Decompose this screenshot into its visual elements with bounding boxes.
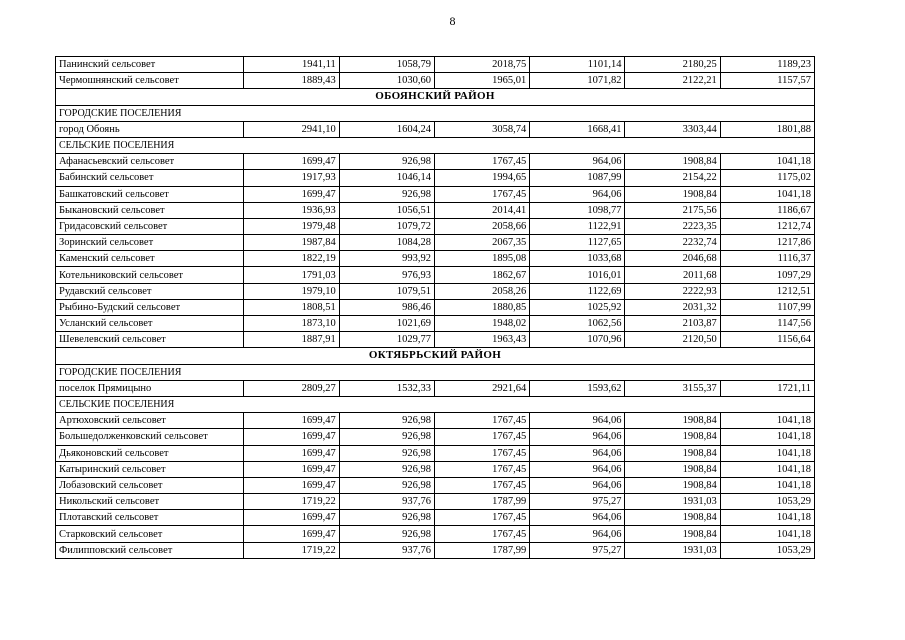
value-cell: 1767,45 xyxy=(434,526,529,542)
value-cell: 1699,47 xyxy=(244,445,339,461)
value-cell: 975,27 xyxy=(530,494,625,510)
value-cell: 1965,01 xyxy=(434,73,529,89)
value-cell: 1021,69 xyxy=(339,316,434,332)
value-cell: 1699,47 xyxy=(244,429,339,445)
value-cell: 926,98 xyxy=(339,186,434,202)
settlement-name: Бабинский сельсовет xyxy=(56,170,244,186)
value-cell: 1721,11 xyxy=(720,380,814,396)
settlement-name: Каменский сельсовет xyxy=(56,251,244,267)
value-cell: 2058,66 xyxy=(434,218,529,234)
value-cell: 2921,64 xyxy=(434,380,529,396)
value-cell: 1079,51 xyxy=(339,283,434,299)
settlement-name: Гридасовский сельсовет xyxy=(56,218,244,234)
value-cell: 2175,56 xyxy=(625,202,720,218)
value-cell: 1122,69 xyxy=(530,283,625,299)
value-cell: 1217,86 xyxy=(720,235,814,251)
table-row xyxy=(56,154,815,170)
value-cell: 1101,14 xyxy=(530,57,625,73)
value-cell: 1107,99 xyxy=(720,299,814,315)
value-cell: 3058,74 xyxy=(434,121,529,137)
settlement-name: Дьяконовский сельсовет xyxy=(56,445,244,461)
table-row xyxy=(56,299,815,315)
section-header-row xyxy=(56,364,815,380)
value-cell: 1079,72 xyxy=(339,218,434,234)
value-cell: 964,06 xyxy=(530,461,625,477)
table-row xyxy=(56,57,815,73)
value-cell: 1175,02 xyxy=(720,170,814,186)
value-cell: 1041,18 xyxy=(720,429,814,445)
value-cell: 1767,45 xyxy=(434,429,529,445)
value-cell: 1157,57 xyxy=(720,73,814,89)
district-header-row xyxy=(56,89,815,105)
value-cell: 964,06 xyxy=(530,526,625,542)
value-cell: 1699,47 xyxy=(244,510,339,526)
value-cell: 1186,67 xyxy=(720,202,814,218)
value-cell: 1908,84 xyxy=(625,510,720,526)
settlement-name: Большедолженковский сельсовет xyxy=(56,429,244,445)
settlement-name: Зоринский сельсовет xyxy=(56,235,244,251)
page-number: 8 xyxy=(449,14,456,28)
value-cell: 2809,27 xyxy=(244,380,339,396)
settlement-name: Плотавский сельсовет xyxy=(56,510,244,526)
value-cell: 1979,48 xyxy=(244,218,339,234)
value-cell: 937,76 xyxy=(339,542,434,558)
settlement-name: поселок Прямицыно xyxy=(56,380,244,396)
value-cell: 1908,84 xyxy=(625,461,720,477)
tariff-table xyxy=(55,56,815,559)
value-cell: 1994,65 xyxy=(434,170,529,186)
value-cell: 1041,18 xyxy=(720,510,814,526)
value-cell: 1029,77 xyxy=(339,332,434,348)
value-cell: 1016,01 xyxy=(530,267,625,283)
value-cell: 1699,47 xyxy=(244,413,339,429)
value-cell: 964,06 xyxy=(530,429,625,445)
value-cell: 1808,51 xyxy=(244,299,339,315)
value-cell: 1699,47 xyxy=(244,461,339,477)
value-cell: 1212,74 xyxy=(720,218,814,234)
value-cell: 1931,03 xyxy=(625,542,720,558)
value-cell: 976,93 xyxy=(339,267,434,283)
table-row xyxy=(56,380,815,396)
value-cell: 1801,88 xyxy=(720,121,814,137)
value-cell: 1767,45 xyxy=(434,461,529,477)
value-cell: 964,06 xyxy=(530,186,625,202)
value-cell: 2120,50 xyxy=(625,332,720,348)
value-cell: 3303,44 xyxy=(625,121,720,137)
table-row xyxy=(56,218,815,234)
section-header-row xyxy=(56,137,815,153)
value-cell: 2122,21 xyxy=(625,73,720,89)
value-cell: 1941,11 xyxy=(244,57,339,73)
value-cell: 1041,18 xyxy=(720,186,814,202)
value-cell: 1767,45 xyxy=(434,413,529,429)
table-row xyxy=(56,283,815,299)
value-cell: 1070,96 xyxy=(530,332,625,348)
value-cell: 1212,51 xyxy=(720,283,814,299)
table-row xyxy=(56,170,815,186)
settlement-name: Артюховский сельсовет xyxy=(56,413,244,429)
value-cell: 1098,77 xyxy=(530,202,625,218)
value-cell: 2222,93 xyxy=(625,283,720,299)
settlement-name: Рыбино-Будский сельсовет xyxy=(56,299,244,315)
value-cell: 1699,47 xyxy=(244,154,339,170)
value-cell: 1908,84 xyxy=(625,526,720,542)
settlement-name: Панинский сельсовет xyxy=(56,57,244,73)
table-row xyxy=(56,267,815,283)
value-cell: 2103,87 xyxy=(625,316,720,332)
value-cell: 1908,84 xyxy=(625,186,720,202)
value-cell: 926,98 xyxy=(339,526,434,542)
value-cell: 1604,24 xyxy=(339,121,434,137)
value-cell: 1122,91 xyxy=(530,218,625,234)
value-cell: 926,98 xyxy=(339,154,434,170)
value-cell: 1889,43 xyxy=(244,73,339,89)
value-cell: 926,98 xyxy=(339,413,434,429)
value-cell: 1787,99 xyxy=(434,494,529,510)
value-cell: 1862,67 xyxy=(434,267,529,283)
value-cell: 1931,03 xyxy=(625,494,720,510)
table-row xyxy=(56,316,815,332)
value-cell: 1058,79 xyxy=(339,57,434,73)
value-cell: 1025,92 xyxy=(530,299,625,315)
settlement-name: Рудавский сельсовет xyxy=(56,283,244,299)
value-cell: 926,98 xyxy=(339,477,434,493)
table-row xyxy=(56,251,815,267)
section-header-row xyxy=(56,105,815,121)
value-cell: 1908,84 xyxy=(625,413,720,429)
settlement-name: Башкатовский сельсовет xyxy=(56,186,244,202)
value-cell: 926,98 xyxy=(339,429,434,445)
district-title: ОКТЯБРЬСКИЙ РАЙОН xyxy=(56,348,815,364)
table-row xyxy=(56,332,815,348)
value-cell: 2223,35 xyxy=(625,218,720,234)
value-cell: 1936,93 xyxy=(244,202,339,218)
value-cell: 1041,18 xyxy=(720,477,814,493)
value-cell: 2014,41 xyxy=(434,202,529,218)
value-cell: 926,98 xyxy=(339,510,434,526)
value-cell: 1767,45 xyxy=(434,477,529,493)
section-header-row xyxy=(56,396,815,412)
table-row xyxy=(56,121,815,137)
value-cell: 1887,91 xyxy=(244,332,339,348)
table-row xyxy=(56,510,815,526)
settlement-name: город Обоянь xyxy=(56,121,244,137)
table-row xyxy=(56,202,815,218)
section-title: СЕЛЬСКИЕ ПОСЕЛЕНИЯ xyxy=(56,396,815,412)
settlement-name: Усланский сельсовет xyxy=(56,316,244,332)
value-cell: 1056,51 xyxy=(339,202,434,218)
value-cell: 1071,82 xyxy=(530,73,625,89)
value-cell: 1719,22 xyxy=(244,542,339,558)
section-title: ГОРОДСКИЕ ПОСЕЛЕНИЯ xyxy=(56,364,815,380)
value-cell: 1041,18 xyxy=(720,461,814,477)
value-cell: 1593,62 xyxy=(530,380,625,396)
value-cell: 2018,75 xyxy=(434,57,529,73)
value-cell: 1033,68 xyxy=(530,251,625,267)
settlement-name: Старковский сельсовет xyxy=(56,526,244,542)
value-cell: 964,06 xyxy=(530,510,625,526)
table-row xyxy=(56,477,815,493)
value-cell: 1767,45 xyxy=(434,186,529,202)
value-cell: 1084,28 xyxy=(339,235,434,251)
table-row xyxy=(56,526,815,542)
table-row xyxy=(56,73,815,89)
value-cell: 1791,03 xyxy=(244,267,339,283)
settlement-name: Чермошнянский сельсовет xyxy=(56,73,244,89)
table-row xyxy=(56,235,815,251)
value-cell: 2067,35 xyxy=(434,235,529,251)
value-cell: 964,06 xyxy=(530,154,625,170)
value-cell: 1189,23 xyxy=(720,57,814,73)
table-row xyxy=(56,461,815,477)
value-cell: 1987,84 xyxy=(244,235,339,251)
value-cell: 1087,99 xyxy=(530,170,625,186)
district-title: ОБОЯНСКИЙ РАЙОН xyxy=(56,89,815,105)
settlement-name: Никольский сельсовет xyxy=(56,494,244,510)
table-row xyxy=(56,186,815,202)
value-cell: 1668,41 xyxy=(530,121,625,137)
value-cell: 2232,74 xyxy=(625,235,720,251)
value-cell: 1041,18 xyxy=(720,526,814,542)
settlement-name: Филипповский сельсовет xyxy=(56,542,244,558)
value-cell: 1787,99 xyxy=(434,542,529,558)
value-cell: 964,06 xyxy=(530,413,625,429)
settlement-name: Котельниковский сельсовет xyxy=(56,267,244,283)
value-cell: 1767,45 xyxy=(434,445,529,461)
value-cell: 1908,84 xyxy=(625,445,720,461)
table-row xyxy=(56,429,815,445)
value-cell: 1948,02 xyxy=(434,316,529,332)
section-title: СЕЛЬСКИЕ ПОСЕЛЕНИЯ xyxy=(56,137,815,153)
table-row xyxy=(56,494,815,510)
value-cell: 1908,84 xyxy=(625,429,720,445)
value-cell: 1097,29 xyxy=(720,267,814,283)
value-cell: 2011,68 xyxy=(625,267,720,283)
value-cell: 2058,26 xyxy=(434,283,529,299)
value-cell: 1908,84 xyxy=(625,154,720,170)
value-cell: 964,06 xyxy=(530,477,625,493)
value-cell: 1053,29 xyxy=(720,494,814,510)
value-cell: 926,98 xyxy=(339,445,434,461)
value-cell: 1719,22 xyxy=(244,494,339,510)
value-cell: 1046,14 xyxy=(339,170,434,186)
value-cell: 1699,47 xyxy=(244,477,339,493)
settlement-name: Лобазовский сельсовет xyxy=(56,477,244,493)
value-cell: 1699,47 xyxy=(244,526,339,542)
table-row xyxy=(56,542,815,558)
value-cell: 1699,47 xyxy=(244,186,339,202)
value-cell: 1917,93 xyxy=(244,170,339,186)
value-cell: 1053,29 xyxy=(720,542,814,558)
value-cell: 1156,64 xyxy=(720,332,814,348)
value-cell: 1822,19 xyxy=(244,251,339,267)
value-cell: 1908,84 xyxy=(625,477,720,493)
value-cell: 2046,68 xyxy=(625,251,720,267)
value-cell: 1532,33 xyxy=(339,380,434,396)
value-cell: 926,98 xyxy=(339,461,434,477)
table-row xyxy=(56,413,815,429)
table-body xyxy=(56,57,815,559)
settlement-name: Шевелевский сельсовет xyxy=(56,332,244,348)
value-cell: 1041,18 xyxy=(720,445,814,461)
value-cell: 993,92 xyxy=(339,251,434,267)
value-cell: 964,06 xyxy=(530,445,625,461)
value-cell: 1041,18 xyxy=(720,154,814,170)
value-cell: 1030,60 xyxy=(339,73,434,89)
value-cell: 937,76 xyxy=(339,494,434,510)
value-cell: 986,46 xyxy=(339,299,434,315)
settlement-name: Катыринский сельсовет xyxy=(56,461,244,477)
value-cell: 1116,37 xyxy=(720,251,814,267)
value-cell: 1895,08 xyxy=(434,251,529,267)
value-cell: 2941,10 xyxy=(244,121,339,137)
value-cell: 975,27 xyxy=(530,542,625,558)
value-cell: 1041,18 xyxy=(720,413,814,429)
value-cell: 2031,32 xyxy=(625,299,720,315)
value-cell: 1880,85 xyxy=(434,299,529,315)
value-cell: 1767,45 xyxy=(434,154,529,170)
value-cell: 2154,22 xyxy=(625,170,720,186)
value-cell: 1979,10 xyxy=(244,283,339,299)
value-cell: 1127,65 xyxy=(530,235,625,251)
value-cell: 1963,43 xyxy=(434,332,529,348)
value-cell: 1767,45 xyxy=(434,510,529,526)
value-cell: 2180,25 xyxy=(625,57,720,73)
district-header-row xyxy=(56,348,815,364)
settlement-name: Быкановский сельсовет xyxy=(56,202,244,218)
value-cell: 1062,56 xyxy=(530,316,625,332)
value-cell: 1147,56 xyxy=(720,316,814,332)
settlement-name: Афанасьевский сельсовет xyxy=(56,154,244,170)
table-row xyxy=(56,445,815,461)
value-cell: 3155,37 xyxy=(625,380,720,396)
section-title: ГОРОДСКИЕ ПОСЕЛЕНИЯ xyxy=(56,105,815,121)
value-cell: 1873,10 xyxy=(244,316,339,332)
